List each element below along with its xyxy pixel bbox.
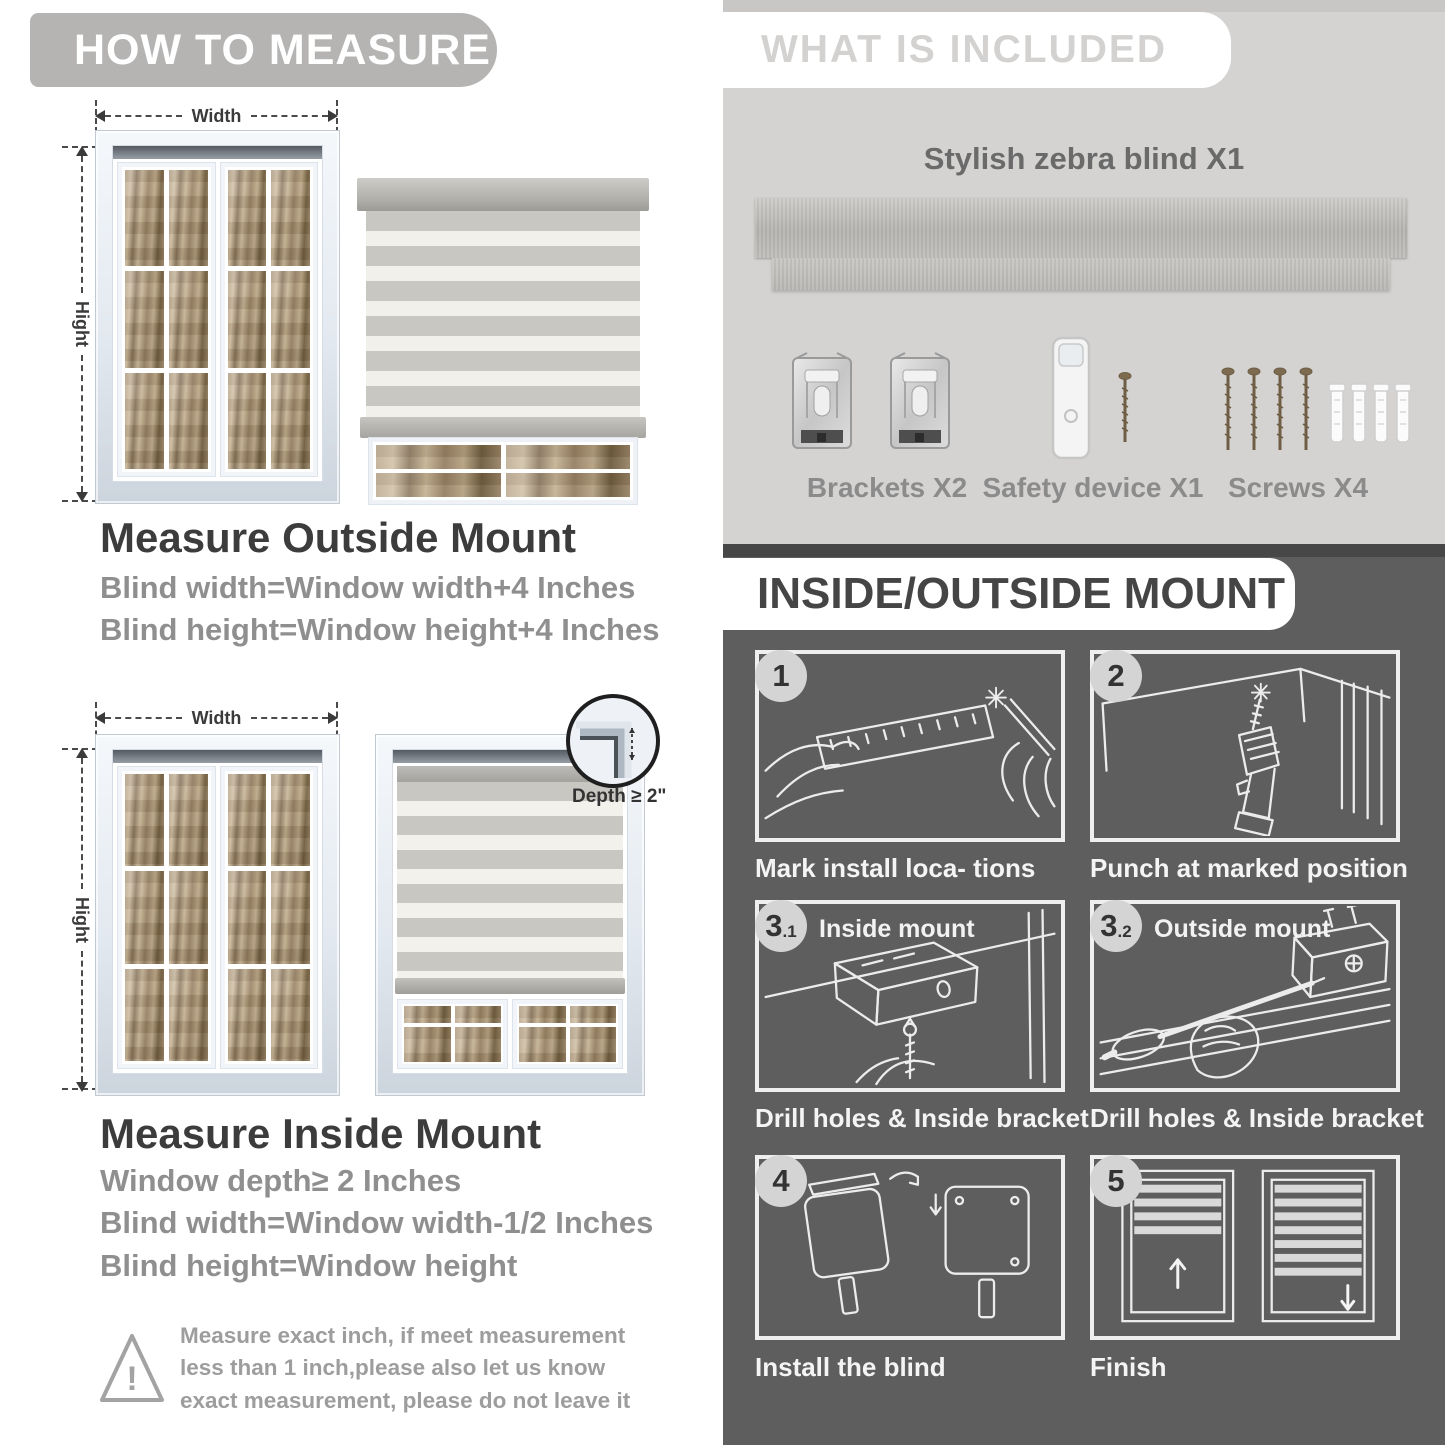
brackets-label: Brackets X2 [806,472,968,503]
inside-mount-line3: Blind height=Window height [100,1248,518,1283]
step-number-badge: 3 .2 [1090,900,1142,952]
brackets-illustration [785,348,985,460]
svg-text:!: ! [126,1360,138,1398]
screws-illustration [1215,362,1415,462]
step-panel-3-2 [1090,900,1400,1092]
window-illustration [95,734,340,1096]
step-number-badge: 1 [755,650,807,702]
arrow-left-icon [95,110,105,122]
what-is-included-header: WHAT IS INCLUDED [723,12,1231,88]
window-door-right [221,767,318,1068]
arrow-right-icon [328,110,338,122]
window-top-bar [113,750,322,763]
arrow-down-icon [76,1082,88,1092]
step-caption: Install the blind [755,1352,946,1382]
figure-outside-mount [60,100,680,510]
depth-magnifier-circle [566,694,660,788]
screws-label: Screws X4 [1227,472,1369,503]
step-caption: Finish [1090,1352,1167,1382]
blind-bottom-rail [360,417,646,438]
step-caption: Drill holes & Inside bracket [1090,1103,1424,1133]
width-arrow [95,106,338,126]
width-arrow [95,708,338,728]
safety-device-label: Safety device X1 [982,472,1204,503]
measurement-warning-text: Measure exact inch, if meet measurement less than 1 inch,please also let us know exact measurement, please do not leave it [180,1323,631,1413]
window-illustration [95,130,340,504]
arrow-down-icon [76,492,88,502]
width-label: Width [191,106,242,126]
window-door-right [513,1000,622,1068]
blind-quantity-label: Stylish zebra blind X1 [923,141,1245,176]
depth-label: Depth ≥ 2" [572,786,667,807]
mount-instructions-section [723,557,1445,1445]
zebra-blind-headrail [755,198,1407,258]
window-top-bar [113,146,322,159]
step-panel-title: Outside mount [1154,915,1331,943]
figure-inside-mount [60,700,700,1100]
blind-stripes [397,782,623,978]
outside-mount-line2: Blind height=Window height+4 Inches [100,612,660,647]
zebra-blind-outside-illustration [363,178,643,504]
arrow-up-icon [76,748,88,758]
blind-stripes [366,211,640,417]
outside-mount-line1: Blind width=Window width+4 Inches [100,570,636,605]
inside-mount-title: Measure Inside Mount [100,1110,542,1157]
step-number-badge: 2 [1090,650,1142,702]
step-number-badge: 4 [755,1155,807,1207]
step-panel-2 [1090,650,1400,842]
step-caption: Mark install loca- tions [755,853,1036,883]
height-arrow [72,748,92,1092]
zebra-blind-headrail-bottom [772,258,1390,290]
step-caption: Punch at marked position [1090,853,1408,883]
exclamation-triangle-icon [96,1328,168,1410]
arrow-up-icon [76,146,88,156]
how-to-measure-header: HOW TO MEASURE [30,13,497,87]
arrow-right-icon [328,712,338,724]
height-label: Hight [72,897,92,943]
top-strip [723,0,1445,12]
window-glass-below-blind [398,1000,622,1068]
step-panel-title: Inside mount [819,915,975,943]
width-label: Width [191,708,242,728]
window-below-blind [369,438,637,504]
outside-mount-title: Measure Outside Mount [100,514,577,561]
arrow-left-icon [95,712,105,724]
window-door-left [118,163,215,476]
step-panel-4 [755,1155,1065,1340]
window-door-left [398,1000,507,1068]
window-door-left [118,767,215,1068]
window-door-right [221,163,318,476]
blind-cassette [357,178,649,211]
step-panel-3-1 [755,900,1065,1092]
inside-mount-line2: Blind width=Window width-1/2 Inches [100,1205,654,1240]
height-label: Hight [72,301,92,347]
step-number-badge: 3 .1 [755,900,807,952]
inside-mount-line1: Window depth≥ 2 Inches [100,1163,462,1198]
window-corner-detail [570,698,656,784]
step-number-badge: 5 [1090,1155,1142,1207]
step-panel-5 [1090,1155,1400,1340]
height-arrow [72,146,92,502]
included-section [723,0,1445,544]
step-caption: Drill holes & Inside bracket [755,1103,1089,1133]
section-divider-strip [723,544,1445,557]
inside-outside-mount-header: INSIDE/OUTSIDE MOUNT [723,558,1295,630]
blind-bottom-rail [395,978,625,994]
step-panel-1 [755,650,1065,842]
safety-device-illustration [1045,334,1155,464]
